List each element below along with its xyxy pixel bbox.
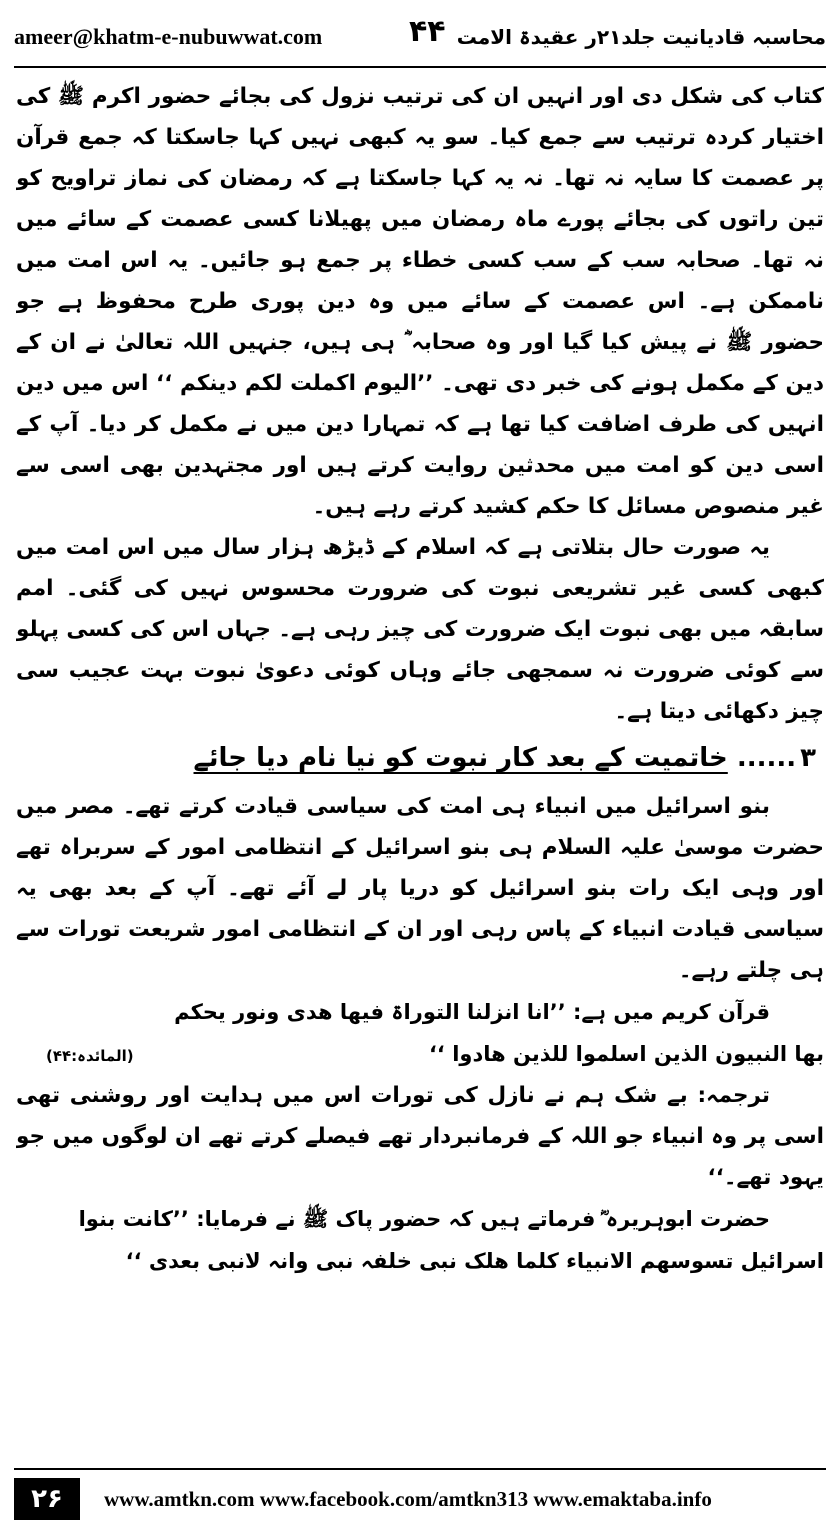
header-book-title: محاسبہ قادیانیت جلد۲۱ر عقیدۃ الامت: [456, 25, 826, 49]
translation: ترجمہ: بے شک ہم نے نازل کی تورات اس میں ہدایت اور روشنی تھی اسی پر وہ انبیاء جو اللہ کے فرمانبردار تھے فیصلے کرتے تھے ان لوگوں میں جو یہود تھے۔‘‘: [16, 1083, 824, 1190]
section-number: ۳: [800, 743, 816, 773]
paragraph-3: بنو اسرائیل میں انبیاء ہی امت کی سیاسی قیادت کرتے تھے۔ مصر میں حضرت موسیٰ علیہ السلام ہی بنو اسرائیل کے انتظامی امور کے سربراہ تھے اور وہی ایک رات بنو اسرائیل کو دریا پار لے آئے تھے۔ آپ کے بعد بھی یہ سیاسی قیادت انبیاء کے پاس رہی اور ان کے انتظامی امور شریعت تورات سے ہی چلتے رہے۔: [16, 794, 824, 983]
quran-quote-line-2: بھا النبیون الذین اسلموا للذین ھادوا ‘‘: [428, 1042, 824, 1066]
section-heading: [16, 734, 824, 782]
section-title: خاتمیت کے بعد کار نبوت کو نیا نام دیا جائے: [193, 743, 728, 773]
paragraph-2: یہ صورت حال بتلاتی ہے کہ اسلام کے ڈیڑھ ہزار سال میں اس امت میں کبھی کسی غیر تشریعی نبوت کی ضرورت محسوس نہیں کی گئی۔ امم سابقہ میں بھی نبوت ایک ضرورت کی چیز رہی ہے۔ جہاں اس کی کسی پہلو سے کوئی ضرورت نہ سمجھی جائے وہاں کوئی دعویٰ نبوت بہت عجیب سی چیز دکھائی دیتا ہے۔: [16, 535, 824, 724]
quran-quote-line-2-row: [16, 1033, 824, 1075]
quran-quote-line-1: قرآن کریم میں ہے: ’’انا انزلنا التوراۃ فیھا ھدی ونور یحکم: [174, 1000, 770, 1024]
hadith-line-2: اسرائیل تسوسھم الانبیاء کلما ھلک نبی خلفہ نبی وانہ لانبی بعدی ‘‘: [125, 1249, 824, 1273]
page-header: [14, 8, 826, 68]
header-email: ameer@khatm-e-nubuwwat.com: [14, 24, 323, 49]
footer-page-number: ۲۶: [14, 1478, 80, 1520]
paragraph-1: کتاب کی شکل دی اور انہیں ان کی ترتیب نزول کی بجائے حضور اکرم ﷺ کی اختیار کردہ ترتیب سے جمع کیا۔ سو یہ کبھی نہیں کہا جاسکتا کہ جمع قرآن پر عصمت کا سایہ نہ تھا۔ نہ یہ کہا جاسکتا ہے کہ رمضان کی نماز تراویح کو تین راتوں کی بجائے پورے ماہ رمضان میں پھیلانا کسی عصمت کے سائے میں نہ تھا۔ صحابہ سب کے سب کسی خطاء پر جمع ہو جائیں۔ یہ اس امت میں ناممکن ہے۔ اس عصمت کے سائے میں وہ دین پوری طرح محفوظ ہے جو حضور ﷺ نے پیش کیا گیا اور وہ صحابہ ؓ ہی ہیں، جنہیں اللہ تعالیٰ نے ان کے دین کے مکمل ہونے کی خبر دی تھی۔ ’’الیوم اکملت لکم دینکم ‘‘ اس میں دین انہیں کی طرف اضافت کیا تھا ہے کہ تمہارا دین میں نے مکمل کر دیا۔ آپ کے اسی دین کو امت میں محدثین روایت کرتے ہیں اور مجتہدین بھی اسی سے غیر منصوص مسائل کا حکم کشید کرتے رہے ہیں۔: [16, 84, 824, 519]
quran-reference: (المائدہ:۴۴): [46, 1047, 134, 1065]
header-page-number: ۴۴: [409, 14, 446, 49]
page-footer: [14, 1468, 826, 1528]
footer-links: www.amtkn.com www.facebook.com/amtkn313 www.emaktaba.info: [104, 1486, 712, 1511]
section-dots: ......: [736, 743, 797, 773]
page-body: [16, 76, 824, 1448]
hadith-line-1: حضرت ابوہریرہ ؓ فرماتے ہیں کہ حضور پاک ﷺ نے فرمایا: ’’کانت بنوا: [78, 1207, 770, 1231]
